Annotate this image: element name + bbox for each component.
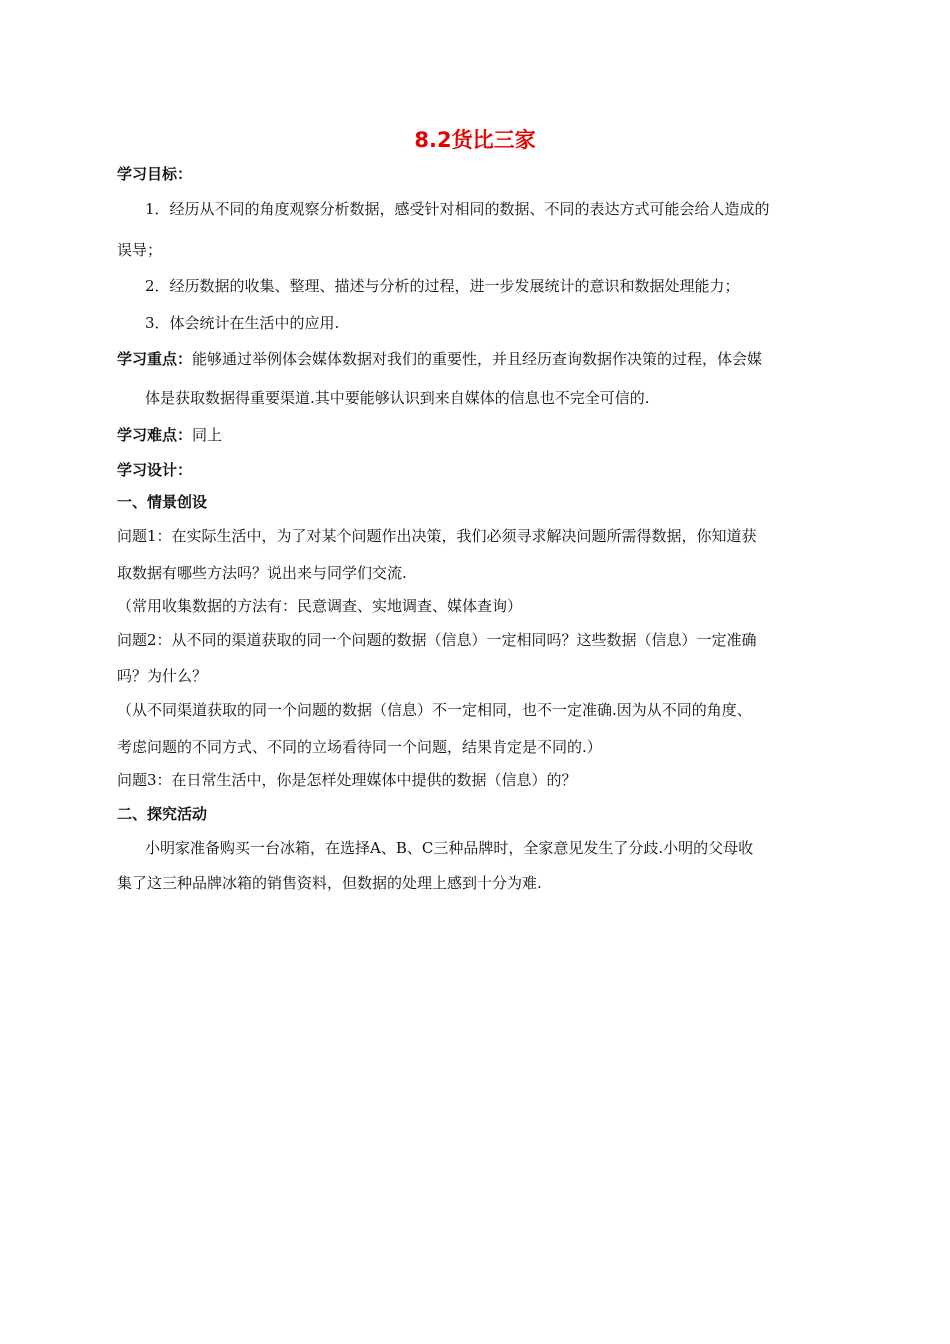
question-3: 问题3：在日常生活中，你是怎样处理媒体中提供的数据（信息）的？ [117,771,577,789]
question-2-answer-line-2: 考虑问题的不同方式、不同的立场看待同一个问题，结果肯定是不同的.） [117,738,602,756]
key-label: 学习重点： [117,350,193,368]
difficulty-label: 学习难点： [117,426,193,444]
key-line-2: 体是获取数据得重要渠道.其中要能够认识到来自媒体的信息也不完全可信的. [145,389,650,407]
key-line-1: 能够通过举例体会媒体数据对我们的重要性，并且经历查询数据作决策的过程，体会媒 [192,350,763,368]
question-2-line-1: 问题2：从不同的渠道获取的同一个问题的数据（信息）一定相同吗？这些数据（信息）一定准确 [117,631,757,649]
question-2-answer-line-1: （从不同渠道获取的同一个问题的数据（信息）不一定相同，也不一定准确.因为从不同的角度、 [117,701,752,719]
goal-1-line-2: 误导； [117,241,163,259]
key-point [117,349,762,369]
question-2-line-2: 吗？为什么？ [117,667,208,685]
question-1-answer: （常用收集数据的方法有：民意调查、实地调查、媒体查询） [117,597,523,615]
design-heading: 学习设计： [117,461,193,479]
activity-line-1: 小明家准备购买一台冰箱，在选择A、B、C三种品牌时，全家意见发生了分歧.小明的父母收 [145,839,754,857]
section-heading-1: 一、情景创设 [117,493,208,511]
difficulty-value: 同上 [192,426,223,444]
question-1-line-2: 取数据有哪些方法吗？说出来与同学们交流. [117,564,407,582]
goal-2: 2．经历数据的收集、整理、描述与分析的过程，进一步发展统计的意识和数据处理能力； [145,277,740,295]
goal-1-line-1: 1．经历从不同的角度观察分析数据，感受针对相同的数据、不同的表达方式可能会给人造成的 [145,200,770,218]
difficulty [117,425,222,445]
question-1-line-1: 问题1：在实际生活中，为了对某个问题作出决策，我们必须寻求解决问题所需得数据，你知道获 [117,527,757,545]
section-heading-2: 二、探究活动 [117,805,208,823]
page-title: 8.2货比三家 [414,128,536,152]
activity-line-2: 集了这三种品牌冰箱的销售资料，但数据的处理上感到十分为难. [117,874,542,892]
goal-3: 3．体会统计在生活中的应用. [145,314,340,332]
goals-heading: 学习目标： [117,165,193,183]
